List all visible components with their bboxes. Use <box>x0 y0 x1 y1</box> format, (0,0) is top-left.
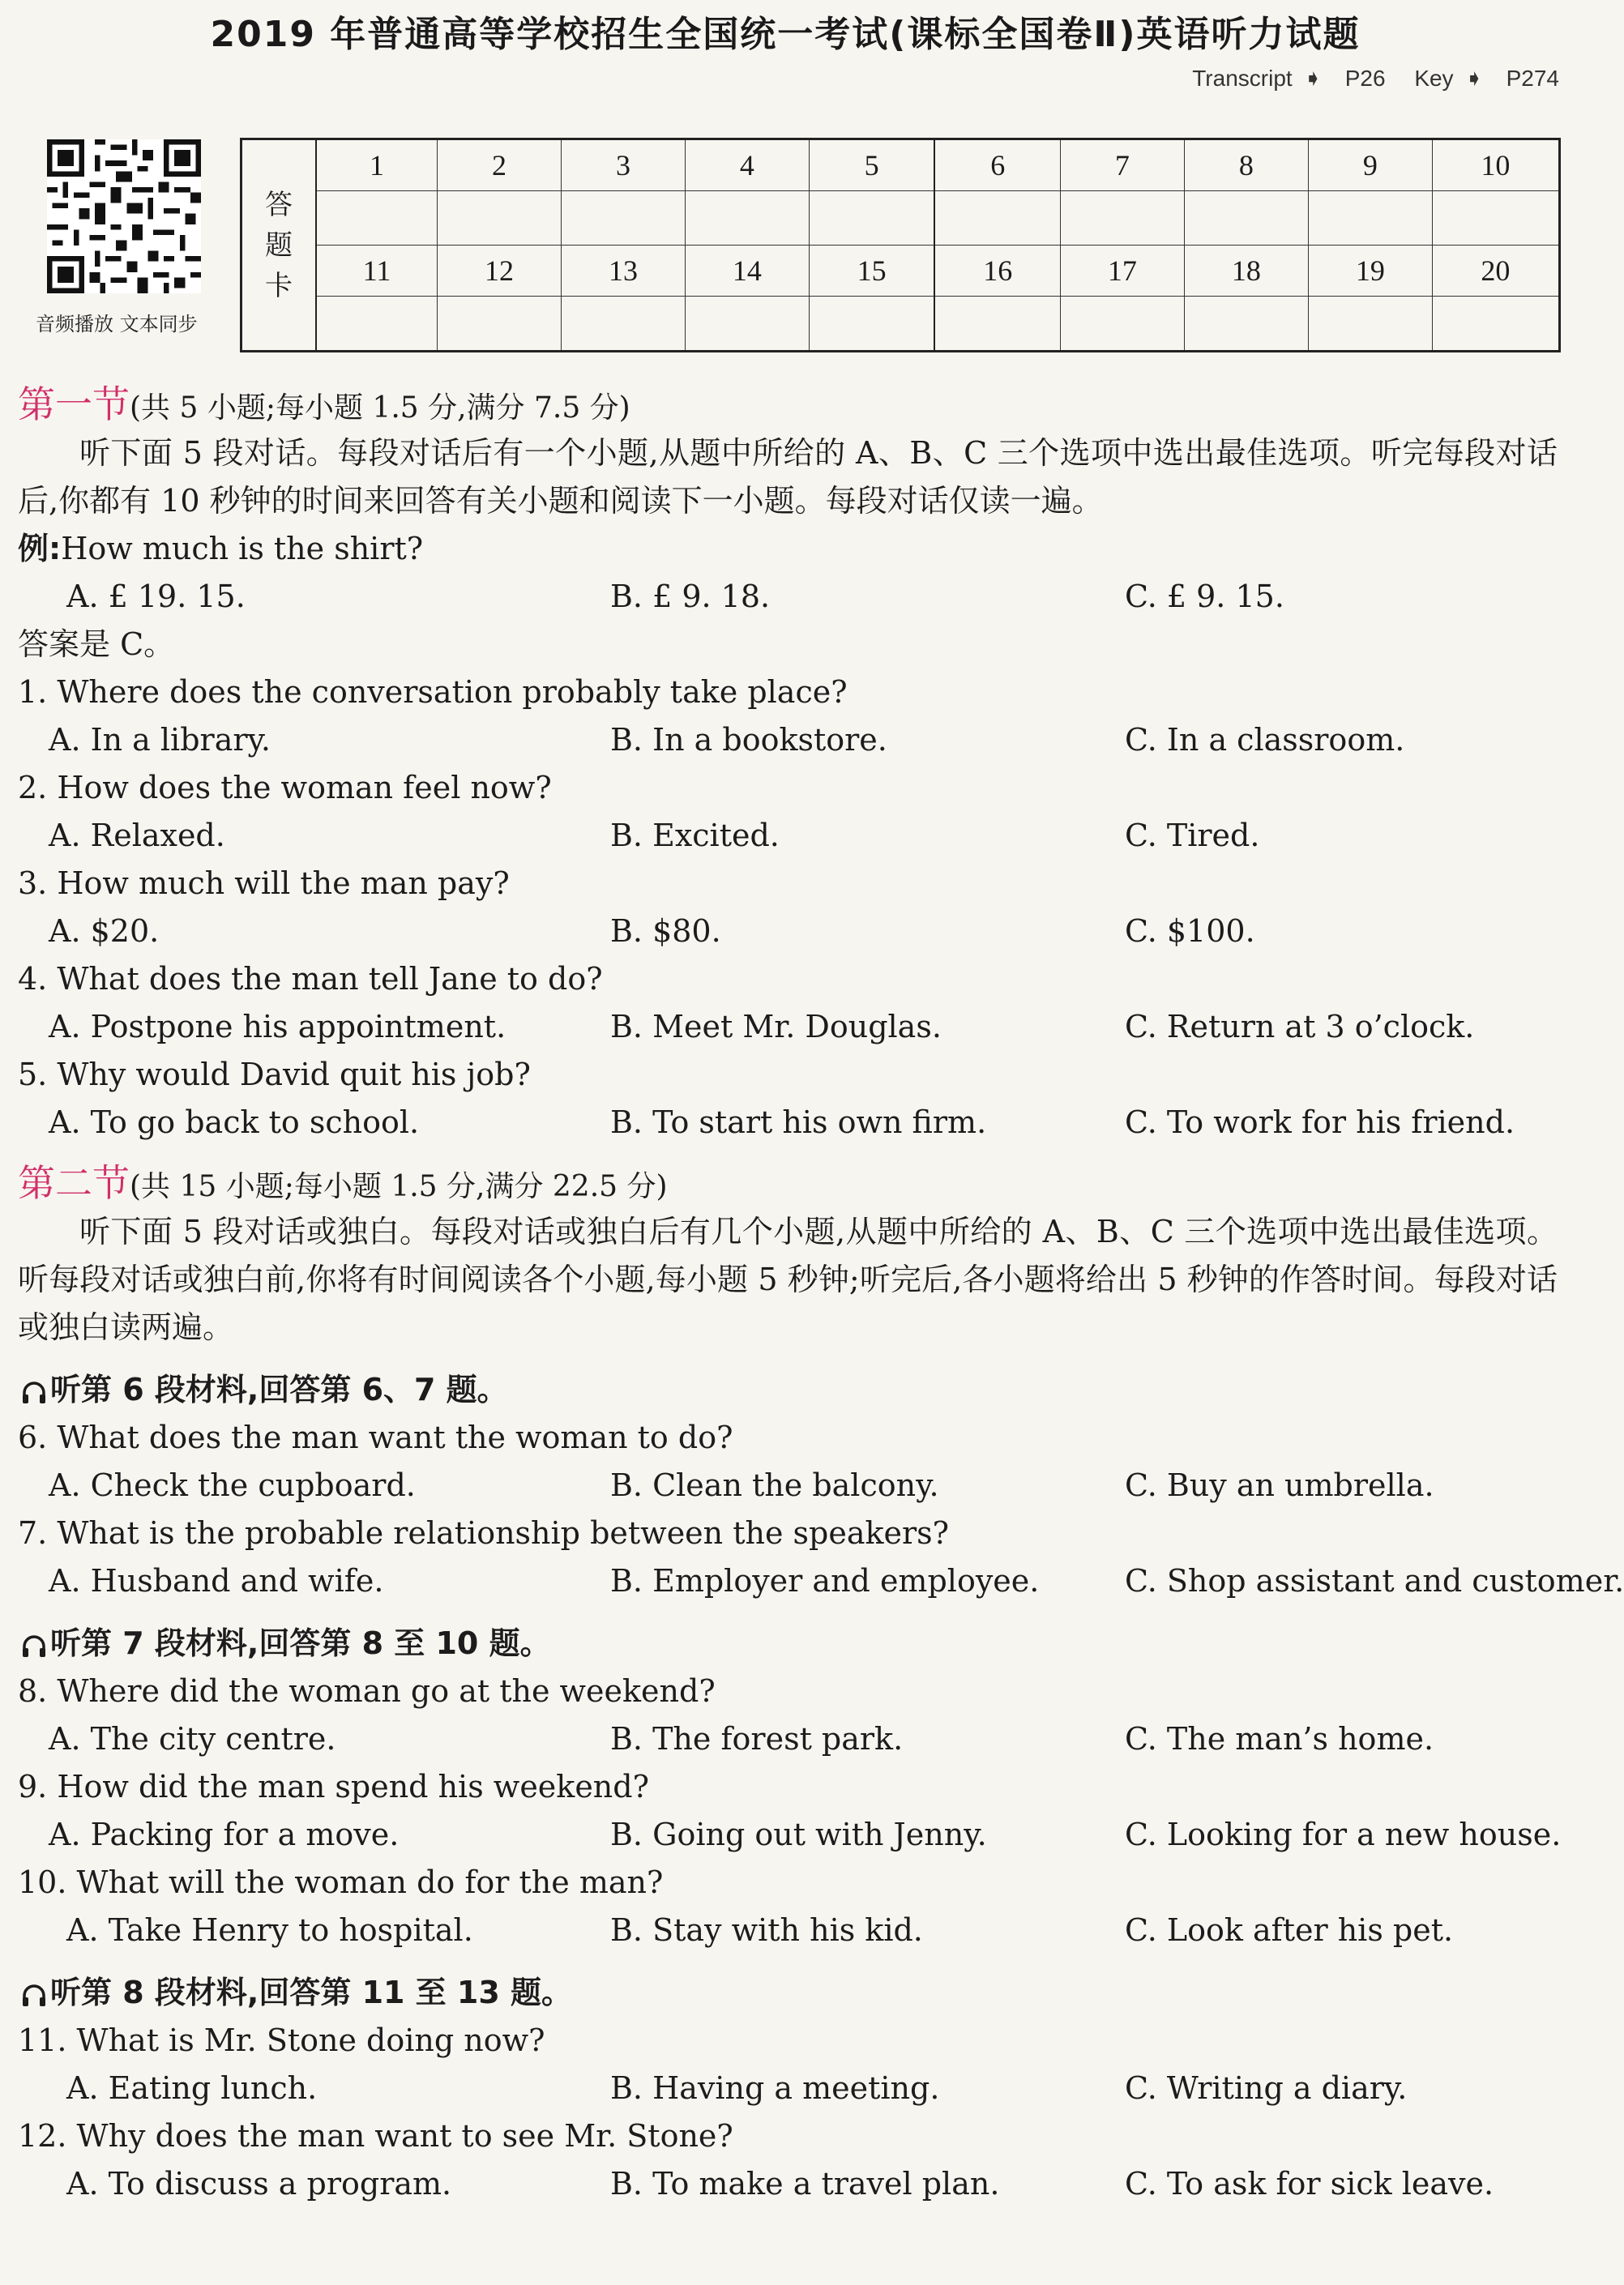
option-a[interactable]: A. Postpone his appointment. <box>49 1009 506 1044</box>
option-b[interactable]: B. $80. <box>610 913 721 949</box>
option-a[interactable]: A. Husband and wife. <box>49 1563 384 1599</box>
card-number: 15 <box>809 246 934 297</box>
card-number: 13 <box>561 246 685 297</box>
option-c[interactable]: C. The man’s home. <box>1125 1721 1434 1757</box>
option-c[interactable]: C. Buy an umbrella. <box>1125 1467 1434 1503</box>
option-c[interactable]: C. Tired. <box>1125 818 1260 853</box>
card-number: 5 <box>809 139 934 191</box>
option-c[interactable]: C. Looking for a new house. <box>1125 1817 1562 1852</box>
card-number: 6 <box>934 139 1060 191</box>
card-number: 17 <box>1060 246 1184 297</box>
option-b[interactable]: B. Employer and employee. <box>610 1563 1040 1599</box>
option-a[interactable]: A. Relaxed. <box>49 818 225 853</box>
option-c[interactable]: C. Writing a diary. <box>1125 2070 1408 2106</box>
question-1-options <box>18 716 1558 764</box>
section2-note: (共 15 小题;每小题 1.5 分,满分 22.5 分) <box>130 1170 668 1203</box>
answer-box[interactable] <box>1308 297 1432 352</box>
question-4-options <box>18 1003 1558 1051</box>
card-number: 9 <box>1308 139 1432 191</box>
transcript-link[interactable] <box>1181 66 1391 91</box>
answer-box[interactable] <box>561 191 685 246</box>
example-question <box>18 525 1558 573</box>
answer-box[interactable] <box>934 191 1060 246</box>
question-7-options <box>18 1557 1624 1605</box>
question-5-options <box>18 1099 1558 1147</box>
question-4: 4. What does the man tell Jane to do? <box>18 961 603 997</box>
answer-box[interactable] <box>1184 191 1308 246</box>
arrow-right-icon: ➧ <box>1303 66 1323 91</box>
headphones-icon <box>18 1633 50 1660</box>
option-b[interactable]: B. The forest park. <box>610 1721 904 1757</box>
section2-title: 第二节 <box>18 1161 130 1205</box>
option-b[interactable]: B. Going out with Jenny. <box>610 1817 987 1852</box>
group-heading-text: 听第 6 段材料,回答第 6、7 题。 <box>50 1372 508 1407</box>
option-a[interactable]: A. To discuss a program. <box>66 2166 452 2202</box>
card-number: 10 <box>1432 139 1559 191</box>
question-9-options <box>18 1811 1562 1859</box>
option-b[interactable]: B. Stay with his kid. <box>610 1912 923 1948</box>
transcript-label: Transcript <box>1192 66 1293 91</box>
card-number: 8 <box>1184 139 1308 191</box>
group-heading-text: 听第 7 段材料,回答第 8 至 10 题。 <box>50 1625 551 1661</box>
question-7: 7. What is the probable relationship between the speakers? <box>18 1515 950 1551</box>
group-heading <box>18 1620 1558 1668</box>
option-a[interactable]: A. $20. <box>49 913 160 949</box>
key-label: Key <box>1414 66 1454 91</box>
section1-instructions: 听下面 5 段对话。每段对话后有一个小题,从题中所给的 A、B、C 三个选项中选出最佳选项。听完每段对话后,你都有 10 秒钟的时间来回答有关小题和阅读下一小题。每段对话仅读一遍。 <box>18 435 1558 519</box>
exam-content <box>18 379 1624 2208</box>
page-title: 2019 年普通高等学校招生全国统一考试(课标全国卷Ⅱ)英语听力试题 <box>210 14 1361 55</box>
option-b[interactable]: B. Clean the balcony. <box>610 1467 939 1503</box>
key-page: P274 <box>1506 66 1559 91</box>
question-5: 5. Why would David quit his job? <box>18 1057 531 1092</box>
option-a[interactable]: A. £ 19. 15. <box>66 579 246 614</box>
option-a[interactable]: A. Packing for a move. <box>49 1817 400 1852</box>
qr-caption: 音频播放 文本同步 <box>36 313 198 335</box>
question-11: 11. What is Mr. Stone doing now? <box>18 2022 545 2058</box>
option-b[interactable]: B. Meet Mr. Douglas. <box>610 1009 942 1044</box>
card-number: 4 <box>685 139 809 191</box>
answer-box[interactable] <box>1184 297 1308 352</box>
option-a[interactable]: A. In a library. <box>49 722 271 758</box>
card-number: 14 <box>685 246 809 297</box>
card-number: 11 <box>316 246 438 297</box>
question-8-options <box>18 1715 1558 1763</box>
question-11-options <box>18 2065 1558 2112</box>
reference-links <box>1169 65 1559 92</box>
group-heading <box>18 1969 1558 2017</box>
question-2: 2. How does the woman feel now? <box>18 770 552 805</box>
section1-note: (共 5 小题;每小题 1.5 分,满分 7.5 分) <box>130 391 630 425</box>
card-number: 16 <box>934 246 1060 297</box>
answer-box[interactable] <box>438 297 562 352</box>
answer-box[interactable] <box>561 297 685 352</box>
question-6-options <box>18 1462 1558 1510</box>
option-c[interactable]: C. Look after his pet. <box>1125 1912 1454 1948</box>
card-number: 18 <box>1184 246 1308 297</box>
question-10: 10. What will the woman do for the man? <box>18 1864 664 1900</box>
arrow-right-icon: ➧ <box>1464 66 1484 91</box>
transcript-page: P26 <box>1344 66 1386 91</box>
card-number: 3 <box>561 139 685 191</box>
question-3: 3. How much will the man pay? <box>18 865 510 901</box>
example-question-text: How much is the shirt? <box>61 531 424 566</box>
question-12-options <box>18 2160 1558 2208</box>
answer-box[interactable] <box>685 191 809 246</box>
card-number: 20 <box>1432 246 1559 297</box>
answer-card-label: 答 题 卡 <box>241 139 317 352</box>
option-b[interactable]: B. Excited. <box>610 818 780 853</box>
card-number: 19 <box>1308 246 1432 297</box>
headphones-icon <box>18 1379 50 1407</box>
section1-title: 第一节 <box>18 382 130 426</box>
option-a[interactable]: A. To go back to school. <box>49 1104 420 1140</box>
answer-box[interactable] <box>438 191 562 246</box>
option-c[interactable]: C. In a classroom. <box>1125 722 1405 758</box>
answer-box[interactable] <box>809 297 934 352</box>
answer-box[interactable] <box>809 191 934 246</box>
headphones-icon <box>18 1982 50 2010</box>
qr-code-icon[interactable] <box>47 139 201 293</box>
group-heading-text: 听第 8 段材料,回答第 11 至 13 题。 <box>50 1975 573 2010</box>
question-12: 12. Why does the man want to see Mr. Stone? <box>18 2118 733 2154</box>
example-lead: 例: <box>18 531 62 566</box>
option-a[interactable]: A. The city centre. <box>49 1721 336 1757</box>
section1-header <box>18 379 1558 429</box>
option-b[interactable]: B. Having a meeting. <box>610 2070 940 2106</box>
option-b[interactable]: B. £ 9. 18. <box>610 579 771 614</box>
question-9: 9. How did the man spend his weekend? <box>18 1769 649 1805</box>
option-c[interactable]: C. $100. <box>1125 913 1255 949</box>
group-heading <box>18 1366 1558 1414</box>
option-c[interactable]: C. £ 9. 15. <box>1125 579 1284 614</box>
option-b[interactable]: B. To start his own firm. <box>610 1104 987 1140</box>
option-b[interactable]: B. To make a travel plan. <box>610 2166 1000 2202</box>
question-10-options <box>18 1907 1558 1954</box>
question-1: 1. Where does the conversation probably take place? <box>18 674 848 710</box>
answer-box[interactable] <box>1060 297 1184 352</box>
card-number: 1 <box>316 139 438 191</box>
example-answer: 答案是 C。 <box>18 626 175 662</box>
answer-box[interactable] <box>685 297 809 352</box>
card-number: 2 <box>438 139 562 191</box>
option-b[interactable]: B. In a bookstore. <box>610 722 887 758</box>
key-link[interactable] <box>1403 66 1559 91</box>
answer-box[interactable] <box>316 191 438 246</box>
example-options <box>18 573 1558 621</box>
card-number: 7 <box>1060 139 1184 191</box>
answer-box[interactable] <box>1060 191 1184 246</box>
option-a[interactable]: A. Eating lunch. <box>66 2070 318 2106</box>
answer-box[interactable] <box>316 297 438 352</box>
card-number: 12 <box>438 246 562 297</box>
answer-box[interactable] <box>1308 191 1432 246</box>
question-3-options <box>18 908 1558 955</box>
option-c[interactable]: C. To work for his friend. <box>1125 1104 1515 1140</box>
option-a[interactable]: A. Check the cupboard. <box>49 1467 416 1503</box>
option-c[interactable]: C. Return at 3 o’clock. <box>1125 1009 1475 1044</box>
question-8: 8. Where did the woman go at the weekend? <box>18 1673 716 1709</box>
answer-box[interactable] <box>934 297 1060 352</box>
answer-card <box>240 138 1561 352</box>
option-c[interactable]: C. Shop assistant and customer. <box>1125 1563 1624 1599</box>
question-6: 6. What does the man want the woman to do? <box>18 1420 733 1455</box>
section2-header <box>18 1158 1558 1208</box>
question-2-options <box>18 812 1558 860</box>
answer-box[interactable] <box>1432 191 1559 246</box>
answer-box[interactable] <box>1432 297 1559 352</box>
option-a[interactable]: A. Take Henry to hospital. <box>66 1912 473 1948</box>
section2-instructions: 听下面 5 段对话或独白。每段对话或独白后有几个小题,从题中所给的 A、B、C 三个选项中选出最佳选项。听每段对话或独白前,你将有时间阅读各个小题,每小题 5 秒钟;听完后,各小题将给出 5 秒钟的作答时间。每段对话或独白读两遍。 <box>18 1214 1558 1345</box>
option-c[interactable]: C. To ask for sick leave. <box>1125 2166 1494 2202</box>
